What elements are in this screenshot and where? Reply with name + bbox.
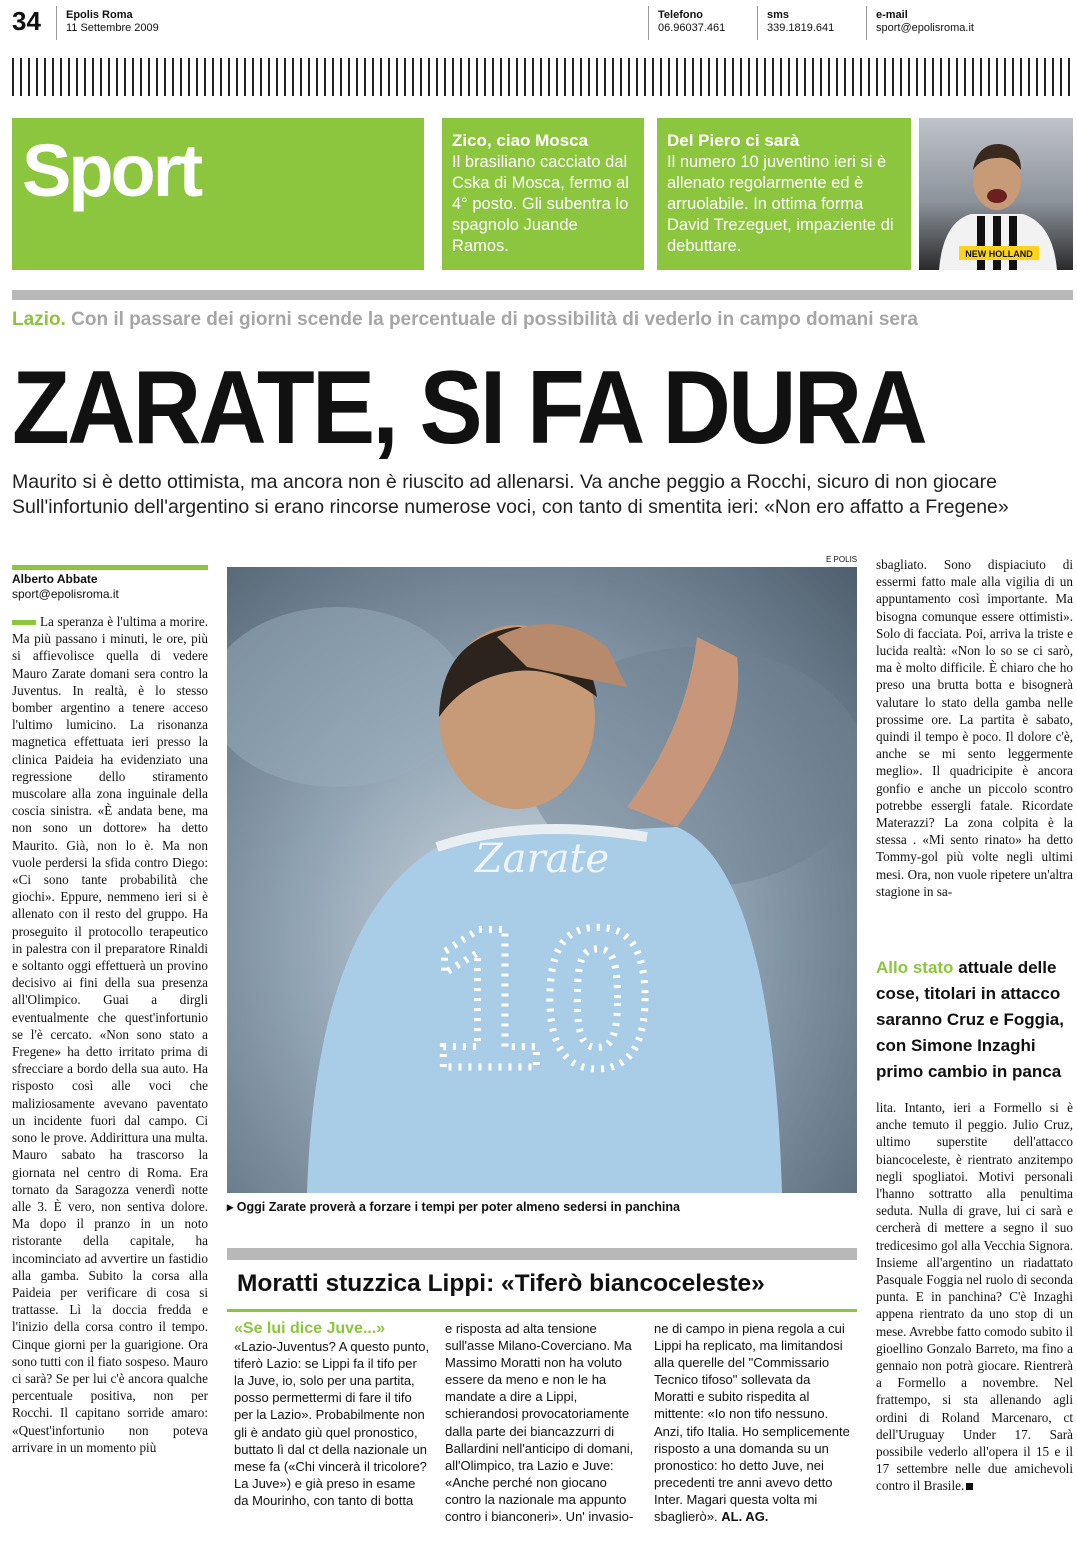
del-piero-illustration [919,118,1073,270]
byline [12,572,119,602]
box-column-3 [654,1320,852,1548]
box-text: ne di campo in piena regola a cui Lippi ha replicato, ma limitandosi alla querelle del "Commissario Tecnico tifoso" sollevata da Moratti e subito rispedita al mittente: «Io non tifo nessuno. Anzi, tifo Italia. Ho semplicemente risposto a una domanda su un pronostico: ho detto Juve, nei precedenti tre anni avevo detto Inter. Magari questa volta mi sbaglierò». [654,1321,850,1525]
author-name: Alberto Abbate [12,572,98,586]
article-column-1 [12,613,208,1548]
publication-date: 11 Settembre 2009 [66,22,159,34]
lead-marker [12,620,36,625]
pull-quote [876,955,1076,1085]
jersey-number: 10 [430,887,654,1110]
photo-credit: E POLIS [826,555,858,564]
phone-info [658,9,725,35]
teaser-text: Il brasiliano cacciato dal Cska di Mosca, fermo al 4° posto. Gli subentra lo spagnolo Juande Ramos. [452,153,629,255]
page-number: 34 [12,6,41,36]
kicker-text: Con il passare dei giorni scende la percentuale di possibilità di vederlo in campo domani sera [71,309,918,330]
section-banner [12,118,424,270]
teaser-zico[interactable] [442,118,644,270]
phone-label: Telefono [658,9,704,21]
header-divider [866,6,867,40]
article-column-3-top [876,556,1073,948]
section-title: Sport [22,129,201,212]
article-text: lita. Intanto, ieri a Formello si è anche temuto il peggio. Julio Cruz, ultimo superstite dell'attacco biancoceleste, è rientrato anzitempo negli spogliatoi. Motivi personali l'hanno sottratto alla penultima seduta. Nulla di grave, lui ci sarà e cercherà di mettere a segno il suo tredicesimo gol alla Vecchia Signora. Insieme all'argentino un riadattato Pasquale Foggia nel ruolo di seconda punta. E in panchina? C'è Inzaghi appena rientrato da uno stop di un mese. Avrebbe fatto comodo subito il gioellino Gonzalo Barreto, ma fino a gennaio non potrà giocare. Rientrerà a Formello a novembre. Nel frattempo, si sta allenando agli ordini di Roland Marcenaro, ct dell'Uruguay Under 17. Sarà possibile vederlo all'opera il 15 e il 17 settembre nelle due amichevoli contro il Brasile. [876,1100,1073,1494]
teaser-title: Del Piero ci sarà [667,131,800,150]
box-column-2 [445,1320,641,1548]
kicker [12,309,918,331]
teaser-title: Zico, ciao Mosca [452,131,589,150]
publication-info [66,9,159,35]
subheadline [12,470,1077,520]
phone-number[interactable]: 06.96037.461 [658,22,726,34]
email-info [876,9,974,35]
box-text: e risposta ad alta tensione sull'asse Milano-Coverciano. Ma Massimo Moratti non ha voluto essere da meno e non le ha mandate a dire a Lippi, schierandosi provocatoriamente dalla parte dei biancazzurri di Ballardini nell'anticipo di domani, all'Olimpico, tra Lazio e Juve: «Anche perché non giocano contro la nazionale ma appunto contro i bianconeri». Un' invasio- [445,1321,634,1525]
box-rule [227,1309,857,1312]
kicker-label: Lazio. [12,309,66,330]
sms-number[interactable]: 339.1819.641 [767,22,835,34]
box-text: «Lazio-Juventus? A questo punto, tiferò Lazio: se Lippi fa il tifo per la Juve, io, solo per una partita, posso permettermi di fare il tifo per la Lazio». Probabilmente non gli è andato giù quel pronostico, buttato lì dal ct della nazionale un mese fa («Chi vincerà il tricolore? La Juve») e già preso in esame da Mourinho, con tanto di botta [234,1339,430,1508]
box-signature: AL. AG. [721,1509,769,1525]
box-column-1 [234,1320,430,1548]
email-label: e-mail [876,9,908,21]
decorative-barcode [12,58,1073,96]
header-divider [56,6,57,40]
email-address[interactable]: sport@epolisroma.it [876,22,974,34]
article-text: La speranza è l'ultima a morire. Ma più passano i minuti, le ore, più si affievolisce quella di vedere Mauro Zarate domani sera contro la Juventus. In realtà, è lo stesso bomber argentino a tenere acceso l'ultimo lumicino. La risonanza magnetica effettuata ieri presso la clinica Paideia ha evidenziato una regressione dello stiramento muscolare alla zona inguinale della coscia sinistra. «È andata bene, ma non sono un dottore» ha detto Maurito. Già, non lo è. Ma non vuole perdersi la sfida contro Diego: «Ci sono tante probabilità che giochi». Eppure, nemmeno ieri si è allenato con il resto del gruppo. Ha proseguito il protocollo terapeutico in palestra con il preparatore Rinaldi e soltanto oggi effettuerà un provino decisivo ai fini della sua presenza all'Olimpico. Guai a dirgli eventualmente che quest'infortunio se l'è cercato. «Non sono stato a Fregene» ha detto irritato prima di sfrecciare a bordo della sua auto. Ha risposto così alle voci che maliziosamente avevano paventato un incidente fuori dal campo. Ci sono le prove. Addirittura una multa. Mauro sabato ha trascorso la giornata nel centro di Roma. Era tornato da Saragozza venerdì notte alle 3. È vero, non sentiva dolore. Ma dopo il pranzo in un noto ristorante della capitale, ha incominciato ad avvertire un fastidio alla gamba. Subito la corsa alla Paideia per verificare di cosa si trattasse. Lì la doccia fredda e l'inizio della corsa contro il tempo. Cinque giorni per la guarigione. Ora sono tutti con il fiato sospeso. Mauro ci sarà? Se per lui c'è ancora qualche percentuale positiva, non per Rocchi. Il capitano sorride amaro: «Quest'infortunio non poteva arrivare in un momento più [12,614,208,1455]
box-title: Moratti stuzzica Lippi: «Tiferò biancoceleste» [237,1270,765,1297]
caption-text: Oggi Zarate proverà a forzare i tempi per poter almeno sedersi in panchina [236,1200,680,1214]
box-quote-head: «Se lui dice Juve...» [234,1320,386,1337]
photo-caption: ▸ Oggi Zarate proverà a forzare i tempi per poter almeno sedersi in panchina [227,1200,680,1214]
sms-info [767,9,834,35]
pull-quote-text: attuale delle cose, titolari in attacco saranno Cruz e Foggia, con Simone Inzaghi primo cambio in panca [876,958,1064,1081]
zarate-illustration [227,567,857,1193]
end-mark [966,1483,973,1490]
header-divider [648,6,649,40]
sms-label: sms [767,9,790,21]
sponsor-text: NEW HOLLAND [965,249,1033,259]
subheadline-line: Sull'infortunio dell'argentino si erano rincorse numerose voci, con tanto di smentita ieri: «Non ero affatto a Fregene» [12,496,1009,518]
header-divider [757,6,758,40]
subheadline-line: Maurito si è detto ottimista, ma ancora non è riuscito ad allenarsi. Va anche peggio a Rocchi, sicuro di non giocare [12,471,997,493]
article-column-3-bottom [876,1099,1073,1548]
del-piero-photo [919,118,1073,270]
teaser-text: Il numero 10 juventino ieri si è allenato regolarmente ed è arruolabile. In ottima forma David Trezeguet, impaziente di debuttare. [667,153,894,255]
author-email[interactable]: sport@epolisroma.it [12,587,119,601]
jersey-name: Zarate [474,836,610,882]
publication-name: Epolis Roma [66,9,133,21]
teaser-del-piero[interactable] [657,118,911,270]
pull-quote-highlight: Allo stato [876,958,954,977]
separator-bar [12,290,1073,300]
box-separator [227,1248,857,1260]
column-rule [12,565,208,570]
headline: ZARATE, SI FA DURA [12,350,926,466]
zarate-photo [227,567,857,1193]
article-text: sbagliato. Sono dispiaciuto di essermi fatto male alla vigilia di un appuntamento così importante. Ma bisogna comunque essere ottimisti». Solo di facciata. Poi, arriva la triste e lucida realtà: «Non lo so se ci sarò, ma è molto difficile. È chiaro che ho preso una brutta botta e bisognerà valutare lo stato della gamba nelle prossime ore. La partita è sabato, quindi il tempo è poco. Il dolore c'è, anche se mi sento leggermente meglio». Il quadricipite è ancora gonfio e anche un piccolo scontro potrebbe essergli fatale. Ricordate Materazzi? La zona colpita è la stessa . «Mi sento rinato» ha detto Tommy-gol più volte negli ultimi mesi. Ora, non vuole ripetere un'altra stagione in sa- [876,557,1073,899]
